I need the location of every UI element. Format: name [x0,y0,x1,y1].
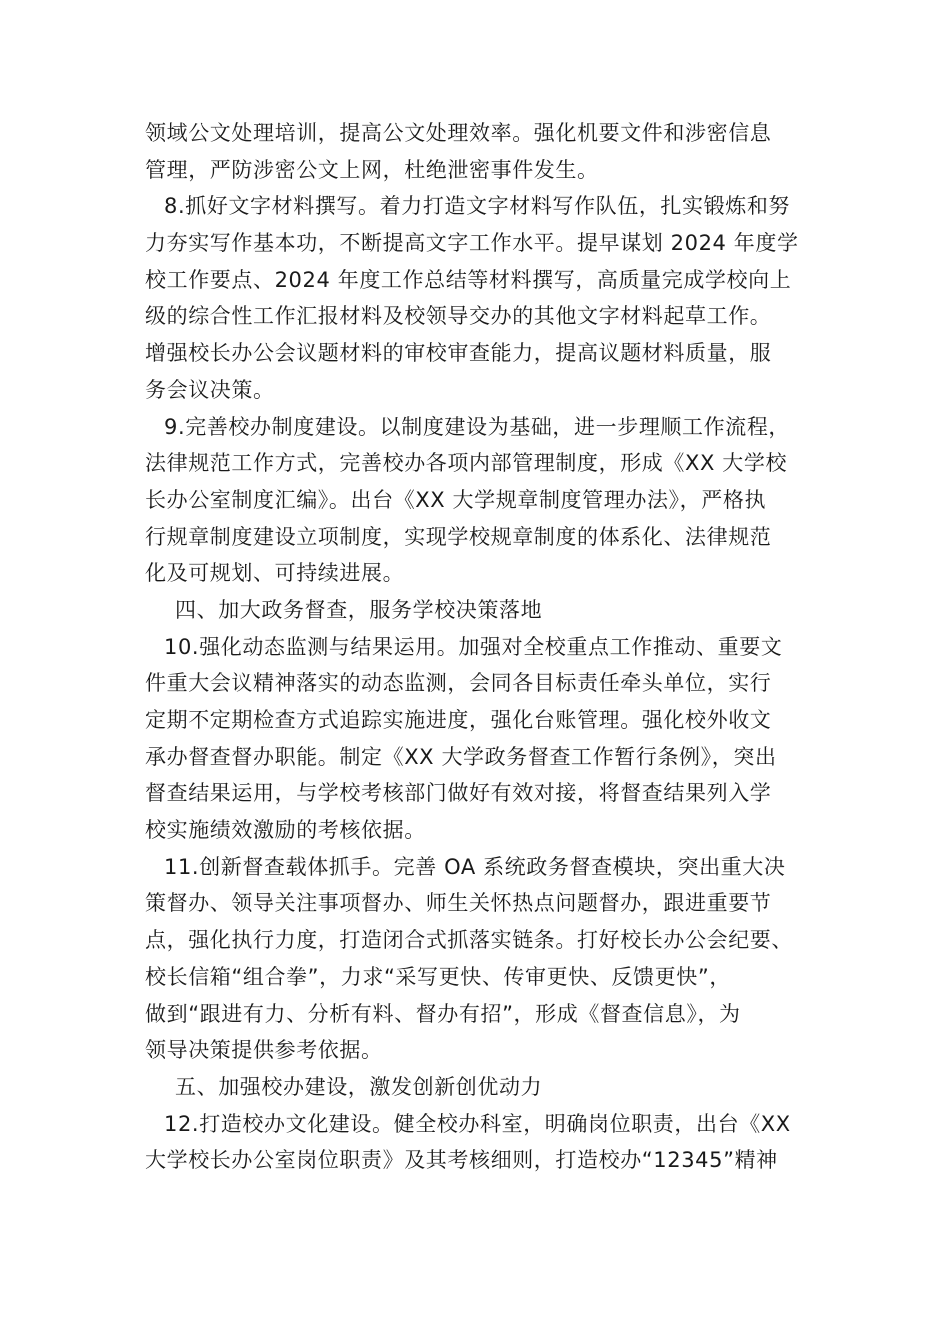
text-line: 校实施绩效激励的考核依据。 [145,818,426,843]
item-11-line: 11.创新督查载体抓手。完善 OA 系统政务督查模块，突出重大决 [164,854,786,879]
text-line: 务会议决策。 [145,377,275,402]
text-line: 做到“跟进有力、分析有料、督办有招”，形成《督查信息》，为 [145,1001,741,1026]
text-line: 督查结果运用，与学校考核部门做好有效对接，将督查结果列入学 [145,781,772,806]
text-line: 增强校长办公会议题材料的审校审查能力，提高议题材料质量，服 [145,341,772,366]
text-line: 级的综合性工作汇报材料及校领导交办的其他文字材料起草工作。 [145,304,772,329]
text-line: 领导决策提供参考依据。 [145,1038,383,1063]
item-12-line: 12.打造校办文化建设。健全校办科室，明确岗位职责，出台《XX [164,1111,791,1136]
text-line: 法律规范工作方式，完善校办各项内部管理制度，形成《XX 大学校 [145,451,788,476]
item-10-line: 10.强化动态监测与结果运用。加强对全校重点工作推动、重要文 [164,634,783,659]
text-line: 承办督查督办职能。制定《XX 大学政务督查工作暂行条例》，突出 [145,744,777,769]
item-9-line: 9.完善校办制度建设。以制度建设为基础，进一步理顺工作流程， [164,414,791,439]
text-line: 定期不定期检查方式追踪实施进度，强化台账管理。强化校外收文 [145,708,772,732]
text-line: 大学校长办公室岗位职责》及其考核细则，打造校办“12345”精神 [145,1148,778,1173]
text-line: 校长信箱“组合拳”，力求“采写更快、传审更快、反馈更快”， [145,964,731,989]
text-line: 策督办、领导关注事项督办、师生关怀热点问题督办，跟进重要节 [145,891,772,916]
section-heading-5: 五、加强校办建设，激发创新创优动力 [175,1074,543,1099]
document-body [145,115,845,1179]
text-line: 力夯实写作基本功，不断提高文字工作水平。提早谋划 2024 年度学 [145,231,799,256]
text-line: 化及可规划、可持续进展。 [145,561,405,586]
text-line: 点，强化执行力度，打造闭合式抓落实链条。打好校长办公会纪要、 [145,928,793,953]
text-line: 长办公室制度汇编》。出台《XX 大学规章制度管理办法》，严格执 [145,487,767,512]
text-line: 管理，严防涉密公文上网，杜绝泄密事件发生。 [145,157,599,182]
text-line: 校工作要点、2024 年度工作总结等材料撰写，高质量完成学校向上 [145,267,792,292]
text-line: 行规章制度建设立项制度，实现学校规章制度的体系化、法律规范 [145,524,772,549]
text-line: 领域公文处理培训，提高公文处理效率。强化机要文件和涉密信息 [145,121,772,145]
item-8-line: 8.抓好文字材料撰写。着力打造文字材料写作队伍，扎实锻炼和努 [164,194,791,219]
section-heading-4: 四、加大政务督查，服务学校决策落地 [175,597,543,622]
text-line: 件重大会议精神落实的动态监测，会同各目标责任牵头单位，实行 [145,671,772,696]
